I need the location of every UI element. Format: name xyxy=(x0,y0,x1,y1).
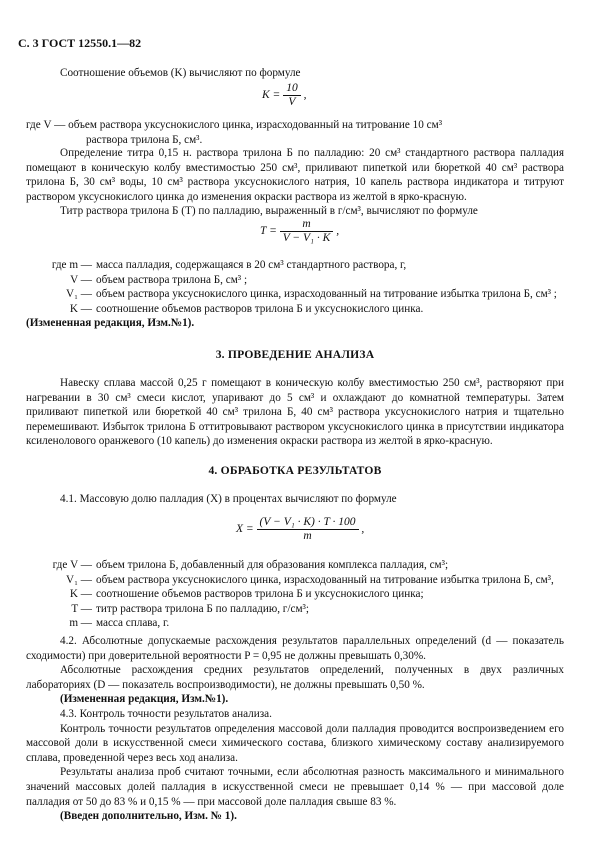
where-v-block xyxy=(26,118,564,147)
titer-paragraph: Определение титра 0,15 н. раствора трилона Б по палладию: 20 см³ стандартного раствора палладия помещают в коническую колбу вместимостью 250 см³, приливают пипеткой или бюреткой 40 см³ раствора трилона Б, 30 см³ воды, 10 см³ раствора уксуснокислого натрия, 10 капель раствора индикатора и титруют раствором уксуснокислого цинка до изменения окраски раствора из желтой в ярко-красную. xyxy=(26,147,564,203)
formula-k xyxy=(262,82,306,109)
formula-k-fraction xyxy=(283,82,301,109)
edit-note: (Измененная редакция, Изм.№1). xyxy=(60,693,229,706)
definition-row xyxy=(26,302,564,317)
ratio-intro: Соотношение объемов (K) вычисляют по формуле xyxy=(60,67,301,79)
formula-x xyxy=(236,516,364,543)
page-header: С. 3 ГОСТ 12550.1—82 xyxy=(18,36,142,50)
definition-text: объем раствора уксуснокислого цинка, израсходованный на титрование избытка трилона Б, см³ ; xyxy=(96,288,557,301)
formula-t-tail: , xyxy=(336,225,340,238)
definitions-2 xyxy=(26,558,564,631)
definition-row xyxy=(26,287,564,302)
definition-text: соотношение объемов растворов трилона Б и уксуснокислого цинка. xyxy=(96,302,424,315)
where-v-line-2: раствора трилона Б, см³. xyxy=(86,133,203,146)
definition-symbol: V — xyxy=(70,273,92,286)
paragraph-4-2: 4.2. Абсолютные допускаемые расхождения результатов параллельных определений (d — показатель сходимости) при доверительной вероятности P = 0,95 не должны превышать 0,30%. xyxy=(26,635,564,662)
definition-text: масса палладия, содержащаяся в 20 см³ стандартного раствора, г, xyxy=(96,259,407,271)
formula-k-denominator: V xyxy=(288,96,296,108)
edit-note: (Измененная редакция, Изм.№1). xyxy=(26,317,195,330)
titer-formula-intro: Титр раствора трилона Б (T) по палладию, выраженный в г/см³, вычисляют по формуле xyxy=(60,205,478,217)
definition-row xyxy=(26,558,564,573)
formula-x-numerator: (V − V₁ · K) · T · 100 xyxy=(257,516,359,530)
section-3-title: 3. ПРОВЕДЕНИЕ АНАЛИЗА xyxy=(215,348,375,361)
paragraph-4-2b: Абсолютные расхождения средних результатов определений, полученных в двух различных лабораториях (D — показатель воспроизводимости), не должны превышать 0,50 %. xyxy=(26,664,564,691)
formula-x-tail: , xyxy=(361,523,365,536)
definition-row xyxy=(26,602,564,617)
definition-text: объем раствора трилона Б, см³ ; xyxy=(96,273,248,286)
definition-symbol: где m — xyxy=(51,259,92,271)
formula-x-fraction xyxy=(257,516,359,543)
paragraph-4-3a: Контроль точности результатов определения массовой доли палладия проводится воспроизведением его массовой доли в искусственной смеси химического состава, близкого химическому составу анализируемого сплава, проведенной через весь ход анализа. xyxy=(26,722,564,764)
where-v-line-1: где V — объем раствора уксуснокислого цинка, израсходованный на титрование 10 см³ xyxy=(26,119,443,131)
definition-text: объем трилона Б, добавленный для образования комплекса палладия, см³; xyxy=(96,559,449,571)
section-3-paragraph: Навеску сплава массой 0,25 г помещают в коническую колбу вместимостью 250 см³, растворяют при нагревании в 30 см³ смеси кислот, упаривают до 5 см³ и охлаждают до комнатной температуры. Затем приливают пипеткой или бюреткой 40 см³ трилона Б, 40 см³ раствора уксуснокислого натрия и тщательно перемешивают. Избыток трилона Б оттитровывают раствором уксуснокислого цинка в присутствии индикатора ксиленолового оранжевого (10 капель) до изменения окраски раствора из желтой в ярко-красную. xyxy=(26,377,564,448)
formula-k-tail: , xyxy=(303,89,307,102)
formula-t-numerator: m xyxy=(280,218,334,232)
definition-row xyxy=(26,616,564,631)
definition-text: масса сплава, г. xyxy=(96,617,170,630)
definition-symbol: V₁ — xyxy=(66,288,92,301)
formula-x-denominator: m xyxy=(303,530,312,542)
paragraph-4-3: 4.3. Контроль точности результатов анализа. xyxy=(60,707,272,720)
definition-row xyxy=(26,587,564,602)
definition-symbol: m — xyxy=(69,617,92,630)
definition-symbol: K — xyxy=(69,588,92,601)
definitions-1 xyxy=(26,258,564,331)
definition-row xyxy=(26,258,564,273)
formula-x-lhs: X = xyxy=(236,523,254,536)
formula-t-denominator: V − V₁ · K xyxy=(282,232,331,244)
section-4-title: 4. ОБРАБОТКА РЕЗУЛЬТАТОВ xyxy=(208,464,382,477)
definition-symbol: где V — xyxy=(52,559,92,571)
formula-k-lhs: K = xyxy=(262,89,281,102)
definition-row xyxy=(26,273,564,288)
definition-symbol: K — xyxy=(69,302,92,315)
definition-text: соотношение объемов растворов трилона Б и уксуснокислого цинка; xyxy=(96,588,424,601)
definition-symbol: T — xyxy=(71,602,92,615)
paragraph-4-1: 4.1. Массовую долю палладия (X) в процентах вычисляют по формуле xyxy=(60,493,397,505)
edit-note: (Введен дополнительно, Изм. № 1). xyxy=(60,810,237,823)
formula-t-fraction xyxy=(280,218,334,245)
definition-row xyxy=(26,573,564,588)
formula-t-lhs: T = xyxy=(260,225,277,238)
definition-text: титр раствора трилона Б по палладию, г/см³; xyxy=(96,602,310,615)
definition-text: объем раствора уксуснокислого цинка, израсходованный на титрование избытка трилона Б, см³, xyxy=(96,573,554,586)
formula-k-numerator: 10 xyxy=(283,82,301,96)
formula-t xyxy=(260,218,339,245)
paragraph-4-3b: Результаты анализа проб считают точными, если абсолютная разность максимального и минимального значений массовых долей палладия в искусственной смеси не превышает 0,14 % — при массовой доле палладия от 50 до 83 % и 0,15 % — при массовой доле палладия свыше 83 %. xyxy=(26,766,564,808)
definition-symbol: V₁ — xyxy=(66,573,92,586)
section-4-body xyxy=(26,634,564,824)
